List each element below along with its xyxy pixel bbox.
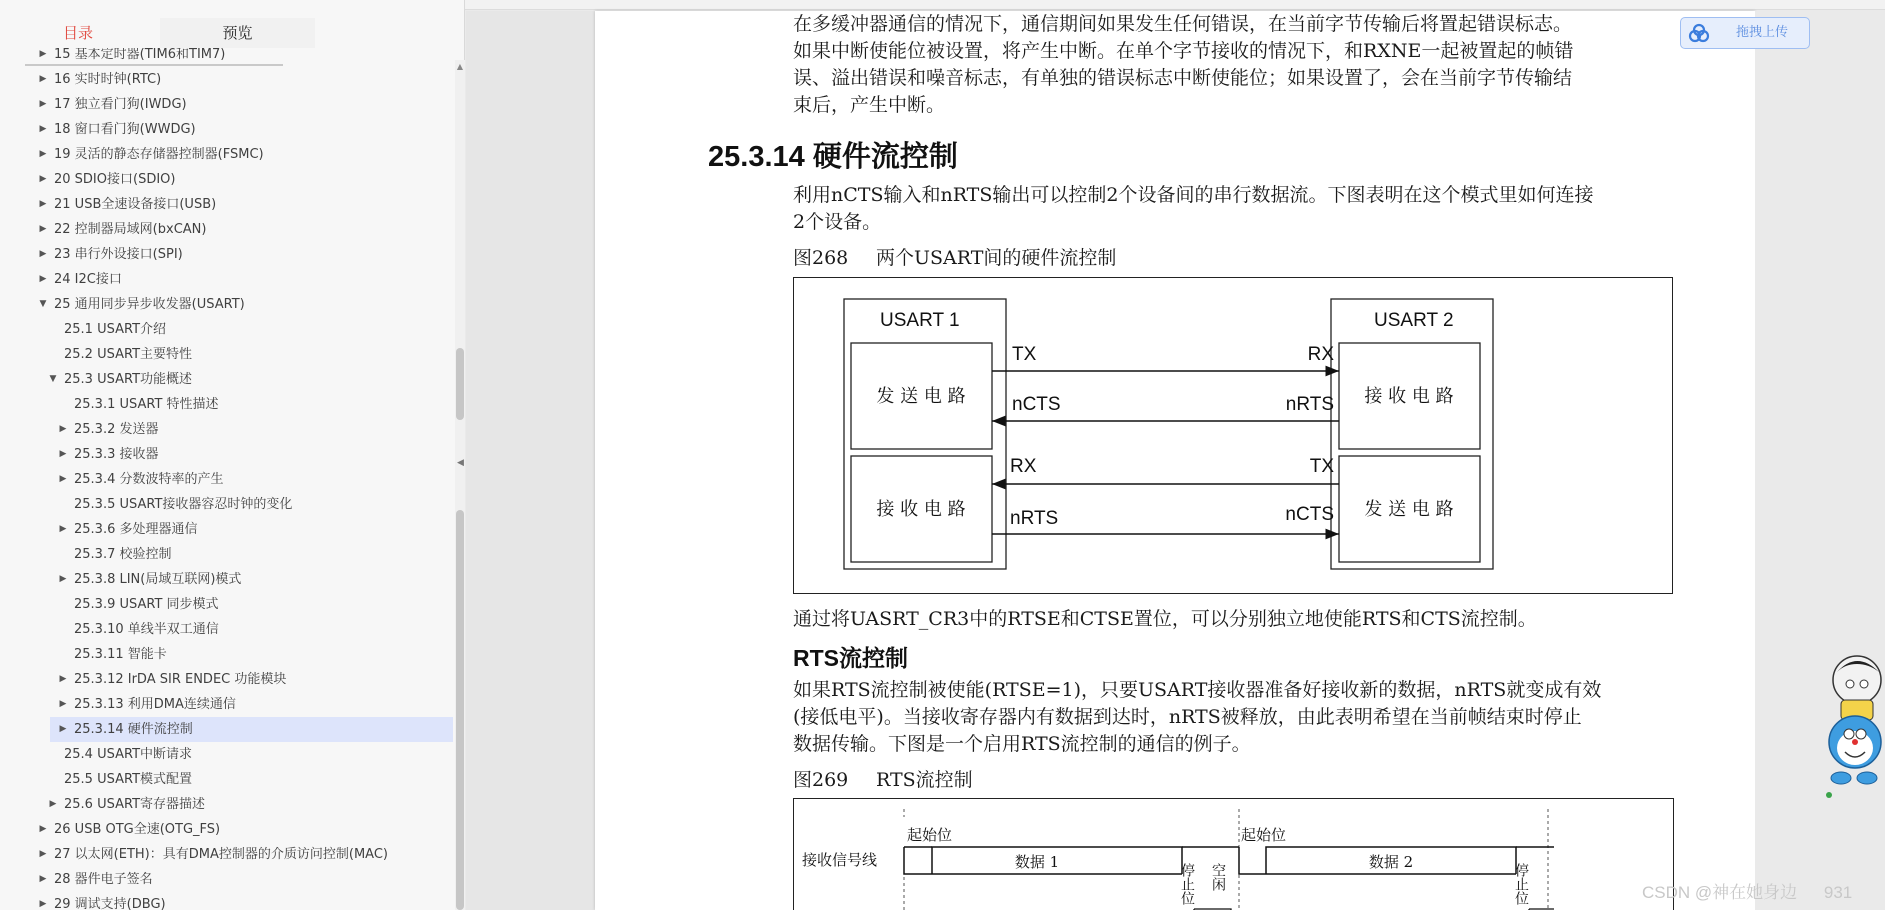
toc-item[interactable] — [0, 742, 453, 767]
sidebar — [0, 0, 465, 910]
caret-right-icon[interactable]: ▶ — [39, 124, 47, 134]
toc-item[interactable] — [0, 217, 453, 242]
usart2-send-label: 发 送 电 路 — [1364, 499, 1454, 520]
idle-label: 空闲 — [1210, 863, 1226, 891]
toc-item[interactable] — [0, 317, 453, 342]
caret-right-icon[interactable]: ▶ — [59, 449, 67, 459]
usart1-send-label: 发 送 电 路 — [876, 386, 966, 407]
toc-item[interactable] — [0, 867, 453, 892]
figure-268 — [793, 277, 1673, 594]
rx-label-2: RX — [1010, 456, 1037, 477]
paragraph-line: 2个设备。 — [793, 211, 882, 233]
toc-item-label: 20 SDIO接口(SDIO) — [54, 172, 176, 187]
toc-item[interactable] — [0, 292, 453, 317]
toc-item-label: 25.3.9 USART 同步模式 — [74, 597, 219, 612]
caret-right-icon[interactable]: ▶ — [59, 424, 67, 434]
toc-item-label: 22 控制器局域网(bxCAN) — [54, 222, 207, 237]
toc-item[interactable] — [0, 542, 453, 567]
caret-right-icon[interactable]: ▶ — [39, 174, 47, 184]
toc-item[interactable] — [0, 267, 453, 292]
toc-item[interactable] — [0, 642, 453, 667]
tab-preview[interactable]: 预览 — [160, 18, 315, 48]
toc-item-label: 25.3.5 USART接收器容忍时钟的变化 — [74, 497, 293, 512]
toc-list — [0, 48, 455, 910]
tab-toc[interactable]: 目录 — [62, 24, 93, 42]
toc-item-label: 25.1 USART介绍 — [64, 322, 167, 337]
caret-right-icon[interactable]: ▶ — [39, 149, 47, 159]
toc-item[interactable] — [0, 367, 453, 392]
toc-item-label: 26 USB OTG全速(OTG_FS) — [54, 822, 221, 837]
toc-item-label: 28 器件电子签名 — [54, 872, 153, 887]
drag-upload-button[interactable] — [1680, 17, 1810, 49]
toc-item-label: 25.3.1 USART 特性描述 — [74, 397, 219, 412]
paragraph-line: (接低电平)。当接收寄存器内有数据到达时，nRTS被释放，由此表明希望在当前帧结束时停止 — [793, 706, 1582, 728]
toc-item[interactable] — [0, 892, 453, 910]
toc-item[interactable] — [0, 392, 453, 417]
toc-item[interactable] — [50, 717, 453, 742]
usart2-recv-label: 接 收 电 路 — [1364, 386, 1454, 407]
caret-right-icon[interactable]: ▶ — [49, 799, 57, 809]
caret-right-icon[interactable]: ▶ — [39, 199, 47, 209]
toc-item-label: 25.3.14 硬件流控制 — [74, 722, 193, 737]
toc-item-label: 25.3.4 分数波特率的产生 — [74, 472, 224, 487]
toc-item[interactable] — [0, 342, 453, 367]
intro-line: 在多缓冲器通信的情况下，通信期间如果发生任何错误，在当前字节传输后将置起错误标志。 — [793, 13, 1573, 35]
toc-item-label: 25.3.7 校验控制 — [74, 547, 172, 562]
toc-item-label: 24 I2C接口 — [54, 272, 122, 287]
watermark — [1642, 878, 1852, 903]
usart1-box — [844, 299, 1006, 569]
toc-item[interactable] — [0, 767, 453, 792]
toc-item-label: 25.3.2 发送器 — [74, 422, 159, 437]
toc-item[interactable] — [0, 667, 453, 692]
toc-item[interactable] — [0, 842, 453, 867]
toc-item[interactable] — [0, 492, 453, 517]
toc-item-label: 25.3.13 利用DMA连续通信 — [74, 697, 236, 712]
caret-right-icon[interactable]: ▶ — [59, 474, 67, 484]
caret-right-icon[interactable]: ▶ — [39, 224, 47, 234]
caret-right-icon[interactable]: ▶ — [59, 674, 67, 684]
toc-item[interactable] — [0, 442, 453, 467]
toc-item[interactable] — [0, 817, 453, 842]
toc-item[interactable] — [0, 567, 453, 592]
sidebar-scroll-thumb-lower[interactable] — [456, 510, 464, 910]
caret-down-icon[interactable]: ▼ — [39, 299, 47, 309]
toc-item-label: 23 串行外设接口(SPI) — [54, 247, 183, 262]
paragraph-line: 利用nCTS输入和nRTS输出可以控制2个设备间的串行数据流。下图表明在这个模式里如何连接 — [793, 184, 1594, 206]
figure-268-caption — [793, 243, 1116, 270]
toc-item[interactable] — [0, 48, 453, 67]
intro-line: 束后，产生中断。 — [793, 94, 946, 116]
rx-label: RX — [1307, 344, 1334, 365]
cloud-upload-icon — [1687, 22, 1711, 46]
figure-number: 图268 — [793, 247, 849, 269]
caret-right-icon[interactable]: ▶ — [59, 724, 67, 734]
toc-item[interactable] — [0, 467, 453, 492]
toc-item[interactable] — [0, 592, 453, 617]
toc-item-label: 17 独立看门狗(IWDG) — [54, 97, 187, 112]
caret-right-icon[interactable]: ▶ — [39, 249, 47, 259]
caret-right-icon[interactable]: ▶ — [39, 874, 47, 884]
toc-item-label: 25.5 USART模式配置 — [64, 772, 193, 787]
page-number: 931 — [1823, 883, 1853, 902]
sidebar-scroll-thumb[interactable] — [456, 348, 464, 420]
data2-label: 数据 2 — [1368, 853, 1414, 871]
toc-item-label: 25.3.6 多处理器通信 — [74, 522, 198, 537]
toc-item[interactable] — [0, 417, 453, 442]
caret-right-icon[interactable]: ▶ — [39, 849, 47, 859]
start-bit-label: 起始位 — [907, 826, 953, 844]
toc-item-label: 25.3 USART功能概述 — [64, 372, 193, 387]
section-heading: 25.3.14 硬件流控制 — [708, 141, 958, 173]
start-bit-label-2: 起始位 — [1241, 826, 1287, 844]
caret-right-icon[interactable]: ▶ — [59, 524, 67, 534]
upload-label: 拖拽上传 — [1736, 25, 1789, 40]
signal-label: 接收信号线 — [802, 851, 878, 869]
usart1-recv-label: 接 收 电 路 — [876, 499, 966, 520]
usart1-label: USART 1 — [880, 310, 960, 331]
tx-label: TX — [1012, 344, 1037, 365]
mascot-illustration — [1819, 650, 1885, 798]
toc-item[interactable] — [0, 117, 453, 142]
toc-item[interactable] — [0, 67, 453, 92]
figure-number: 图269 — [793, 769, 849, 791]
figure-title: RTS流控制 — [876, 769, 973, 791]
caret-right-icon[interactable]: ▶ — [59, 699, 67, 709]
signal-lines — [992, 344, 1339, 534]
toc-item-label: 15 基本定时器(TIM6和TIM7) — [54, 48, 226, 62]
caret-right-icon[interactable]: ▶ — [39, 99, 47, 109]
toc-item-label: 25.3.10 单线半双工通信 — [74, 622, 219, 637]
toc-item-label: 25.3.11 智能卡 — [74, 647, 167, 662]
scroll-up-icon[interactable]: ▲ — [456, 62, 464, 71]
caret-right-icon[interactable]: ▶ — [39, 899, 47, 909]
toc-item-label: 25.4 USART中断请求 — [64, 747, 193, 762]
ncts-label-2: nCTS — [1285, 504, 1334, 525]
paragraph-line: 数据传输。下图是一个启用RTS流控制的通信的例子。 — [793, 733, 1251, 755]
toc-item[interactable] — [0, 242, 453, 267]
toc-item-label: 21 USB全速设备接口(USB) — [54, 197, 217, 212]
toc-item-label: 25.3.8 LIN(局域互联网)模式 — [74, 572, 242, 587]
toc-item-label: 29 调试支持(DBG) — [54, 897, 166, 910]
intro-line: 误、溢出错误和噪音标志，有单独的错误标志中断使能位；如果设置了，会在当前字节传输结 — [793, 67, 1573, 89]
toc-item-label: 25.3.3 接收器 — [74, 447, 159, 462]
toc-item-label: 25.6 USART寄存器描述 — [64, 797, 206, 812]
usart2-box — [1331, 299, 1493, 569]
stop-bit-label-2: 停止位 — [1513, 863, 1529, 905]
toc-item-label: 25 通用同步异步收发器(USART) — [54, 297, 245, 312]
nrts-label-2: nRTS — [1010, 508, 1059, 529]
nrts-label: nRTS — [1285, 394, 1334, 415]
toc-item-label: 25.3.12 IrDA SIR ENDEC 功能模块 — [74, 672, 287, 687]
ncts-label: nCTS — [1012, 394, 1061, 415]
toc-item-label: 16 实时时钟(RTC) — [54, 72, 162, 87]
data1-label: 数据 1 — [1014, 853, 1060, 871]
figure-269-caption — [793, 765, 973, 792]
flow-control-diagram — [794, 278, 1674, 595]
tx-label-2: TX — [1309, 456, 1334, 477]
paragraph-line: 如果RTS流控制被使能(RTSE=1)，只要USART接收器准备好接收新的数据，nRTS就变成有效 — [793, 679, 1602, 701]
usart2-label: USART 2 — [1374, 310, 1454, 331]
toc-item[interactable] — [0, 142, 453, 167]
toc-item[interactable] — [0, 167, 453, 192]
toc-item-label: 19 灵活的静态存储器控制器(FSMC) — [54, 147, 264, 162]
watermark-text: CSDN @神在她身边 — [1642, 883, 1798, 902]
toc-item[interactable] — [0, 692, 453, 717]
caret-right-icon[interactable]: ▶ — [39, 274, 47, 284]
stop-bit-label: 停止位 — [1179, 863, 1195, 905]
toc-item[interactable] — [0, 617, 453, 642]
figure-title: 两个USART间的硬件流控制 — [876, 247, 1117, 269]
collapse-sidebar-icon[interactable]: ◀ — [457, 458, 464, 468]
toc-item[interactable] — [0, 92, 453, 117]
caret-down-icon[interactable]: ▼ — [49, 374, 57, 384]
paragraph-line: 通过将UASRT_CR3中的RTSE和CTSE置位，可以分别独立地使能RTS和CTS流控制。 — [793, 608, 1537, 630]
intro-line: 如果中断使能位被设置，将产生中断。在单个字节接收的情况下，和RXNE一起被置起的帧错 — [793, 40, 1574, 62]
caret-right-icon[interactable]: ▶ — [39, 824, 47, 834]
rts-timing-diagram — [794, 799, 1674, 910]
caret-right-icon[interactable]: ▶ — [39, 74, 47, 84]
toc-item[interactable] — [0, 792, 453, 817]
caret-right-icon[interactable]: ▶ — [59, 574, 67, 584]
figure-269 — [793, 798, 1674, 910]
caret-right-icon[interactable]: ▶ — [39, 49, 47, 59]
toc-item[interactable] — [0, 192, 453, 217]
toc-item-label: 18 窗口看门狗(WWDG) — [54, 122, 196, 137]
toc-item-label: 25.2 USART主要特性 — [64, 347, 193, 362]
toc-item-label: 27 以太网(ETH)：具有DMA控制器的介质访问控制(MAC) — [54, 847, 388, 862]
rts-subheading: RTS流控制 — [793, 645, 908, 671]
toc-item[interactable] — [0, 517, 453, 542]
